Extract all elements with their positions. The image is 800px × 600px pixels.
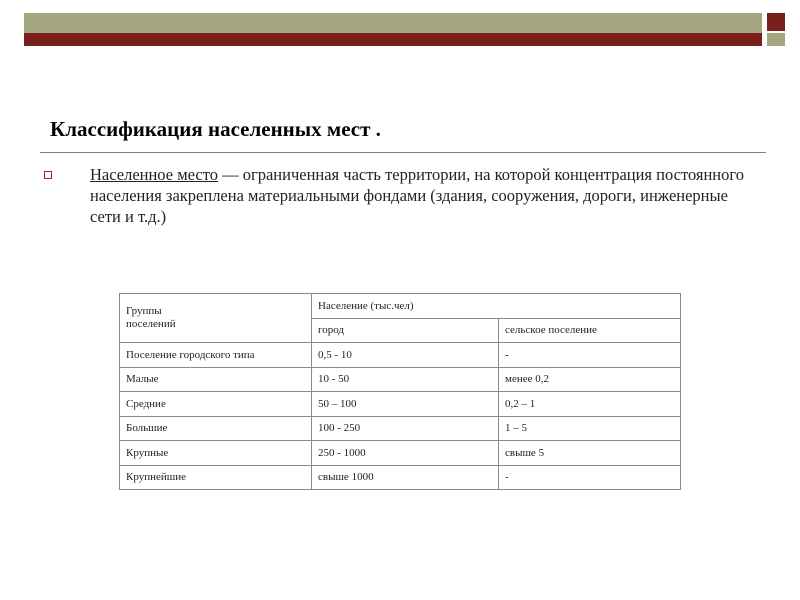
title-divider — [40, 152, 766, 153]
table-row — [120, 367, 681, 392]
header-decoration-square-olive — [767, 33, 785, 46]
rural-population-cell: - — [499, 343, 681, 368]
group-cell: Средние — [120, 392, 312, 417]
settlement-classification-table — [119, 293, 681, 490]
city-population-cell: 10 - 50 — [312, 367, 499, 392]
rural-population-cell: менее 0,2 — [499, 367, 681, 392]
header-decoration-square-maroon — [767, 13, 785, 31]
header-city-cell: город — [312, 318, 499, 343]
rural-population-cell: - — [499, 465, 681, 490]
slide-title: Классификация населенных мест . — [50, 117, 381, 141]
header-groups-label: Группы поселений — [126, 305, 176, 330]
header-decoration-bar-olive — [24, 13, 762, 33]
table-row — [120, 392, 681, 417]
group-cell: Малые — [120, 367, 312, 392]
group-cell: Большие — [120, 416, 312, 441]
city-population-cell: 0,5 - 10 — [312, 343, 499, 368]
table-row — [120, 441, 681, 466]
city-population-cell: 50 – 100 — [312, 392, 499, 417]
header-population-cell: Население (тыс.чел) — [312, 294, 681, 319]
table-header-row — [120, 294, 681, 319]
city-population-cell: свыше 1000 — [312, 465, 499, 490]
rural-population-cell: 1 – 5 — [499, 416, 681, 441]
definition-paragraph — [90, 164, 760, 227]
group-cell: Крупные — [120, 441, 312, 466]
header-groups-cell — [120, 294, 312, 343]
definition-text: — ограниченная часть территории, на которой концентрация постоянного населения закреплена материальными фондами (здания, сооружения, дороги, инженерные сети и т.д.) — [90, 165, 744, 226]
group-cell: Поселение городского типа — [120, 343, 312, 368]
rural-population-cell: 0,2 – 1 — [499, 392, 681, 417]
header-rural-cell: сельское поселение — [499, 318, 681, 343]
table-row — [120, 465, 681, 490]
table-row — [120, 416, 681, 441]
city-population-cell: 250 - 1000 — [312, 441, 499, 466]
definition-term: Населенное место — [90, 165, 218, 184]
table-row — [120, 343, 681, 368]
group-cell: Крупнейшие — [120, 465, 312, 490]
rural-population-cell: свыше 5 — [499, 441, 681, 466]
header-decoration-bar-maroon — [24, 33, 762, 46]
square-bullet-icon — [44, 171, 52, 179]
city-population-cell: 100 - 250 — [312, 416, 499, 441]
